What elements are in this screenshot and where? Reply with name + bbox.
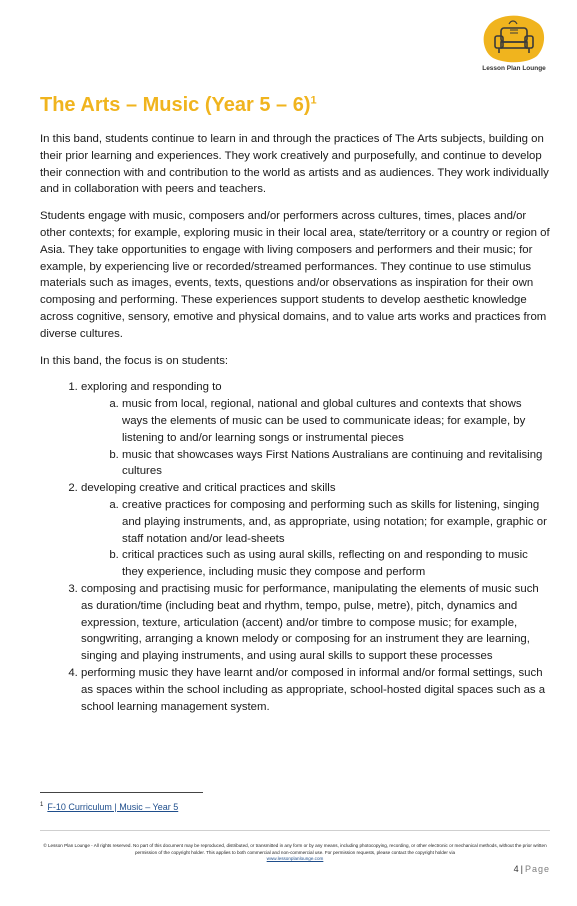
brand-logo	[474, 14, 554, 78]
focus-item-text: developing creative and critical practices and skills	[81, 482, 336, 495]
page-number	[514, 864, 550, 874]
page-word: Page	[524, 864, 550, 874]
sub-item-creative-practices: a. creative practices for composing and performing such as skills for listening, singing and playing instruments, and, as appropriate, using notation; for example, graphic or staff notation and/or lead-sheets	[122, 497, 550, 547]
footnote-divider	[40, 792, 203, 793]
focus-sublist	[81, 396, 550, 480]
armchair-icon	[481, 14, 547, 64]
body-content	[40, 131, 550, 715]
sub-item-critical-practices: b. critical practices such as using aural skills, reflecting on and responding to music they experience, including music they compose and perform	[122, 547, 550, 581]
copyright-notice	[40, 843, 550, 863]
intro-paragraph: In this band, students continue to learn in and through the practices of The Arts subjects, building on their prior learning and experiences. They work creatively and purposefully, and continue to develop their connection with and contribution to the world as artists and as audiences. They work individually and in collaboration with peers and teachers.	[40, 133, 549, 196]
copyright-text: © Lesson Plan Lounge - All rights reserved. No part of this document may be reproduced, distributed, or transmitted in any form or by any means, including photocopying, recording, or other electronic or mechanical methods, without the prior written permission of the copyright holder. This applies to both commercial and non-commercial use. For permission requests, please contact the copyright holder via	[43, 843, 547, 855]
page-title-text: The Arts – Music (Year 5 – 6)	[40, 94, 311, 116]
focus-item-performing	[81, 665, 550, 715]
footnote	[40, 802, 178, 812]
focus-item-text: exploring and responding to	[81, 381, 222, 394]
title-footnote-ref[interactable]: 1	[310, 94, 317, 107]
sub-item-music-cultures: a. music from local, regional, national and global cultures and contexts that shows ways the elements of music can be used to communicate ideas; for example, by listening to and/or learning songs or instrumental pieces	[122, 396, 550, 446]
focus-intro: In this band, the focus is on students:	[40, 354, 229, 367]
brand-name: Lesson Plan Lounge	[482, 65, 546, 72]
page-number-separator: |	[520, 864, 523, 874]
sub-item-first-nations: b. music that showcases ways First Nations Australians are continuing and revitalising cultures	[122, 447, 550, 481]
focus-list	[40, 379, 550, 715]
page-title	[40, 94, 317, 117]
website-link[interactable]: www.lessonplanlounge.com	[266, 856, 324, 861]
footnote-number: 1	[40, 802, 44, 808]
focus-item-exploring	[81, 379, 550, 480]
focus-item-composing	[81, 581, 550, 665]
focus-sublist	[81, 497, 550, 581]
focus-item-text: performing music they have learnt and/or composed in informal and/or formal settings, such as spaces within the school including as appropriate, school-hosted digital spaces such as a school learning management system.	[81, 666, 546, 713]
focus-item-developing	[81, 480, 550, 581]
footer-divider	[40, 830, 550, 831]
page-number-value: 4	[513, 864, 519, 874]
focus-item-text: composing and practising music for performance, manipulating the elements of music such as duration/time (including beat and rhythm, tempo, pulse, metre), pitch, dynamics and expression, texture, articulation (accent) and/or timbre to compose music; for example, songwriting, arranging a known melody or composing for an instrument they are learning, singing and playing instruments, and using aural skills to support these processes	[81, 582, 539, 663]
footnote-link[interactable]: F-10 Curriculum | Music – Year 5	[47, 802, 179, 812]
engagement-paragraph: Students engage with music, composers and/or performers across cultures, times, places and/or other contexts; for example, exploring music in their local area, state/territory or a country or region of Asia. They take opportunities to engage with living composers and performers and their music; for example, by experiencing live or recorded/streamed performances. They continue to use stimulus materials such as images, events, texts, questions and/or observations as inspiration for their own composing and performing. These experiences support students to develop aesthetic knowledge across cognitive, sensory, emotive and physical domains, and to value arts works and practices from diverse cultures.	[40, 210, 550, 340]
